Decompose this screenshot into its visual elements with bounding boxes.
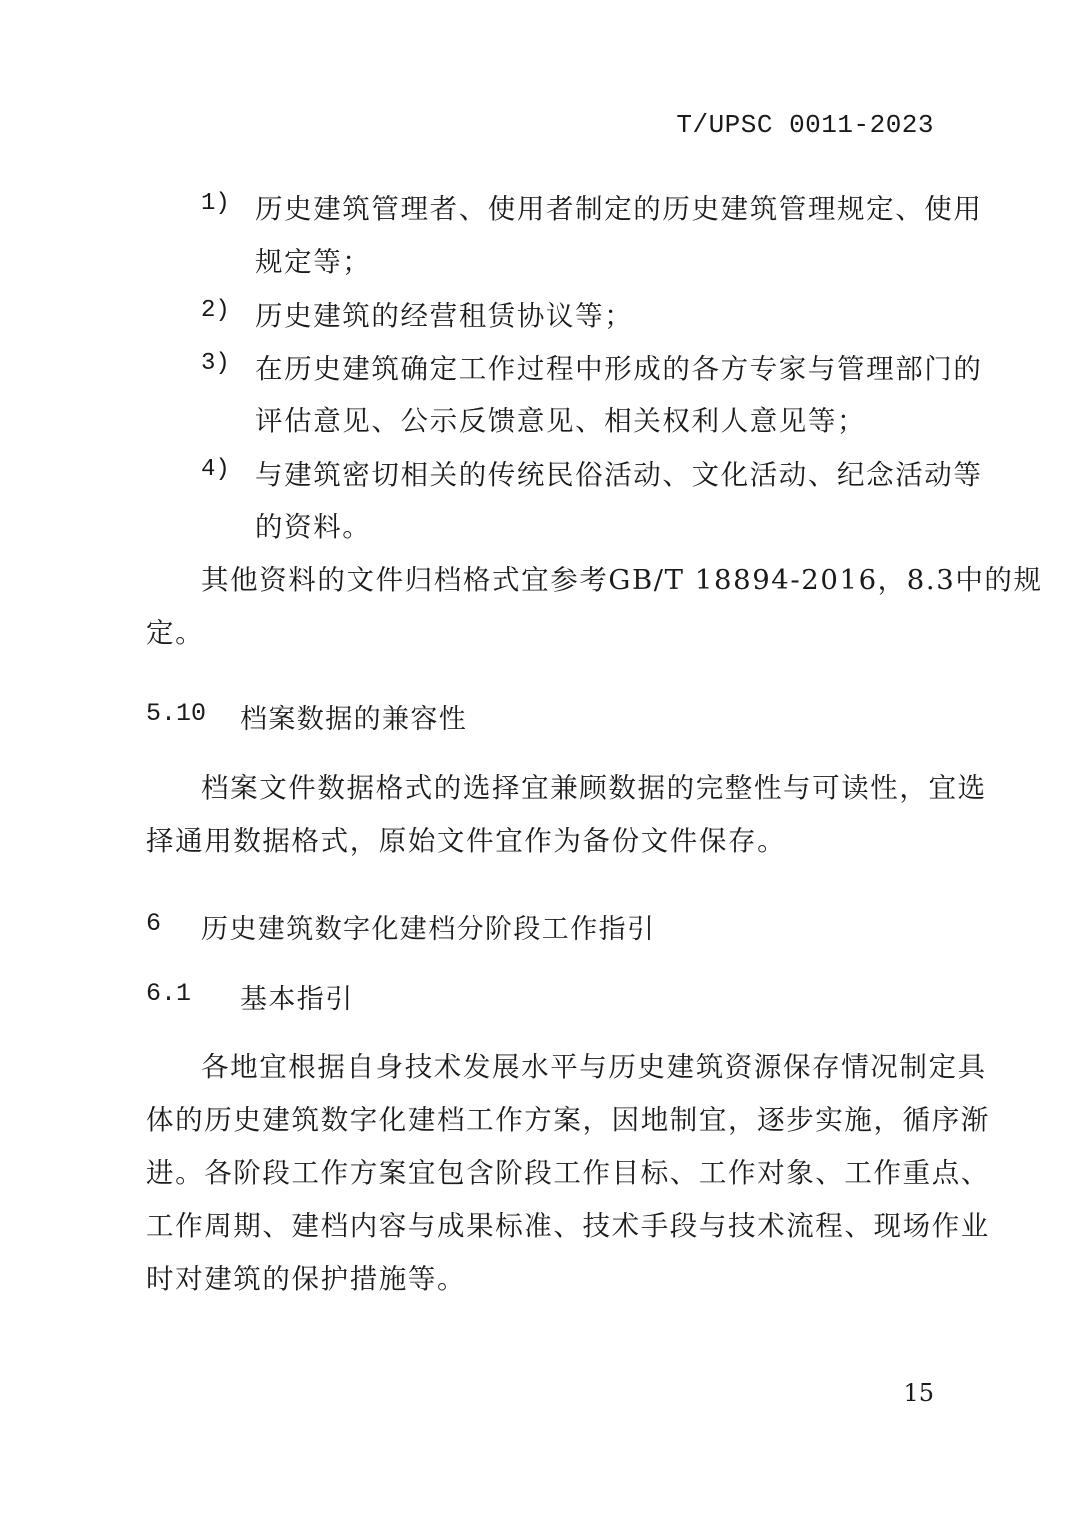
list-item-text: 与建筑密切相关的传统民俗活动、文化活动、纪念活动等 [255,459,983,491]
section-heading: 基本指引 [240,984,354,1015]
list-item-text: 历史建筑的经营租赁协议等； [255,300,634,332]
list-item-text-continued: 评估意见、公示反馈意见、相关权利人意见等； [255,405,867,437]
chapter-heading: 历史建筑数字化建档分阶段工作指引 [201,914,656,945]
list-item-text: 在历史建筑确定工作过程中形成的各方专家与管理部门的 [255,353,983,385]
list-item-number: 3) [201,350,230,377]
list-item-number: 2) [201,297,230,324]
paragraph-line: 择通用数据格式，原始文件宜作为备份文件保存。 [146,825,787,857]
page-number: 15 [903,1379,934,1407]
paragraph-line: 时对建筑的保护措施等。 [146,1263,467,1295]
paragraph-line: 档案文件数据格式的选择宜兼顾数据的完整性与可读性，宜选 [201,772,987,804]
list-item-text-continued: 规定等； [255,246,372,278]
list-item-text-continued: 的资料。 [255,511,372,543]
list-item-number: 4) [201,456,230,483]
section-heading: 档案数据的兼容性 [240,704,468,735]
document-code: T/UPSC 0011-2023 [676,110,934,140]
section-number: 6.1 [146,979,192,1008]
list-item-number: 1) [201,190,230,217]
section-number: 5.10 [146,699,207,728]
paragraph-line: 定。 [146,617,205,649]
paragraph-line: 其他资料的文件归档格式宜参考GB/T 18894-2016，8.3中的规 [201,564,1043,596]
list-item-text: 历史建筑管理者、使用者制定的历史建筑管理规定、使用 [255,193,983,225]
paragraph-line: 体的历史建筑数字化建档工作方案，因地制宜，逐步实施，循序渐 [146,1104,990,1136]
paragraph-line: 工作周期、建档内容与成果标准、技术手段与技术流程、现场作业 [146,1210,990,1242]
paragraph-line: 进。各阶段工作方案宜包含阶段工作目标、工作对象、工作重点、 [146,1157,990,1189]
chapter-number: 6 [146,909,162,938]
paragraph-line: 各地宜根据自身技术发展水平与历史建筑资源保存情况制定具 [201,1051,987,1083]
